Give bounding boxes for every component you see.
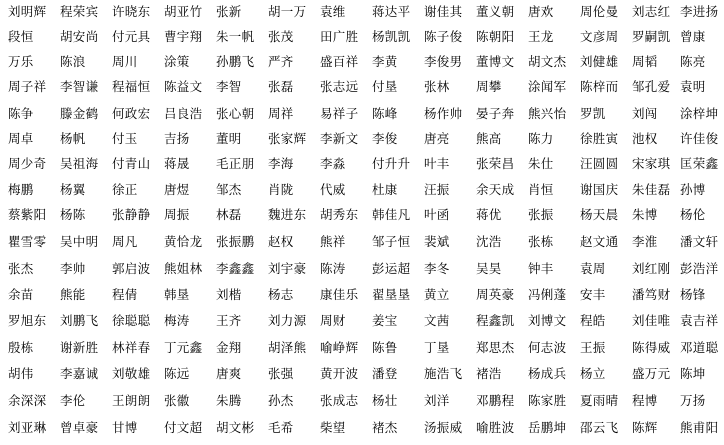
name-cell: 蒋优	[476, 207, 502, 222]
name-row	[0, 127, 724, 150]
name-cell: 徐聪聪	[112, 313, 151, 328]
name-cell: 张振	[528, 207, 554, 222]
name-cell: 谢国庆	[580, 182, 619, 197]
name-cell: 岳鹏坤	[528, 420, 567, 435]
name-cell: 吕良浩	[164, 106, 203, 121]
name-cell: 肖恒	[528, 182, 554, 197]
name-cell: 朱腾	[216, 393, 242, 408]
name-cell: 王龙	[528, 29, 554, 44]
name-cell: 杨帆	[60, 131, 86, 146]
name-cell: 熊能	[60, 287, 86, 302]
name-row	[0, 336, 724, 359]
name-cell: 曾卓豪	[60, 420, 99, 435]
name-cell: 邹杰	[216, 182, 242, 197]
name-cell: 陈得威	[632, 340, 671, 355]
name-cell: 刘红刚	[632, 261, 671, 276]
name-cell: 潘登	[372, 366, 398, 381]
name-cell: 曹宇翔	[164, 29, 203, 44]
name-row	[0, 102, 724, 125]
name-cell: 汪振	[424, 182, 450, 197]
name-cell: 冯俐蓬	[528, 287, 567, 302]
name-cell: 罗旭东	[8, 313, 47, 328]
name-cell: 胡秀东	[320, 207, 359, 222]
name-cell: 胡安尚	[60, 29, 99, 44]
name-cell: 李鑫鑫	[216, 261, 255, 276]
name-cell: 张栋	[528, 234, 554, 249]
name-cell: 张静静	[112, 207, 151, 222]
name-row	[0, 283, 724, 306]
name-cell: 陈辉	[632, 420, 658, 435]
name-row	[0, 50, 724, 73]
name-cell: 吴祖海	[60, 156, 99, 171]
name-cell: 张心朝	[216, 106, 255, 121]
name-cell: 董博文	[476, 54, 515, 69]
name-cell: 黄恰龙	[164, 234, 203, 249]
name-cell: 吴中明	[60, 234, 99, 249]
name-cell: 李海	[268, 156, 294, 171]
name-cell: 朱一帆	[216, 29, 255, 44]
name-cell: 殷栋	[8, 340, 34, 355]
name-cell: 张荣昌	[476, 156, 515, 171]
name-cell: 王振	[580, 340, 606, 355]
name-cell: 金翔	[216, 340, 242, 355]
name-cell: 余天成	[476, 182, 515, 197]
name-cell: 涂策	[164, 54, 190, 69]
name-cell: 董义朝	[476, 4, 515, 19]
name-cell: 李淮	[632, 234, 658, 249]
name-cell: 李新文	[320, 131, 359, 146]
name-cell: 杜康	[372, 182, 398, 197]
name-cell: 李智	[216, 79, 242, 94]
name-cell: 赵权	[268, 234, 294, 249]
name-cell: 唐欢	[528, 4, 554, 19]
name-cell: 袁周	[580, 261, 606, 276]
name-cell: 陈鲁	[372, 340, 398, 355]
name-cell: 严齐	[268, 54, 294, 69]
name-cell: 张徽	[164, 393, 190, 408]
name-cell: 徐正	[112, 182, 138, 197]
name-cell: 许佳俊	[680, 131, 719, 146]
name-cell: 孙杰	[268, 393, 294, 408]
name-cell: 胡亚竹	[164, 4, 203, 19]
name-cell: 韩垦	[164, 287, 190, 302]
name-cell: 陈子俊	[424, 29, 463, 44]
name-cell: 张家辉	[268, 131, 307, 146]
name-cell: 喻胜波	[476, 420, 515, 435]
name-row	[0, 416, 724, 439]
name-cell: 陈远	[164, 366, 190, 381]
name-cell: 杨成兵	[528, 366, 567, 381]
name-cell: 周少奇	[8, 156, 47, 171]
name-cell: 姜宝	[372, 313, 398, 328]
name-cell: 赵文通	[580, 234, 619, 249]
name-cell: 熊姐林	[164, 261, 203, 276]
name-cell: 匡荣鑫	[680, 156, 719, 171]
name-cell: 杨天晨	[580, 207, 619, 222]
name-cell: 裴斌	[424, 234, 450, 249]
name-cell: 叶函	[424, 207, 450, 222]
name-cell: 陈争	[8, 106, 34, 121]
name-cell: 杨立	[580, 366, 606, 381]
name-cell: 朱博	[632, 207, 658, 222]
name-cell: 周韬	[632, 54, 658, 69]
name-cell: 邹孔爱	[632, 79, 671, 94]
name-cell: 周振	[164, 207, 190, 222]
name-cell: 黄开波	[320, 366, 359, 381]
name-cell: 程福恒	[112, 79, 151, 94]
name-cell: 晏子奔	[476, 106, 515, 121]
name-row	[0, 309, 724, 332]
name-cell: 程倩	[112, 287, 138, 302]
name-cell: 杨壮	[372, 393, 398, 408]
name-cell: 程皓	[580, 313, 606, 328]
name-cell: 沈浩	[476, 234, 502, 249]
name-cell: 陈朝阳	[476, 29, 515, 44]
name-cell: 唐煜	[164, 182, 190, 197]
name-cell: 甘博	[112, 420, 138, 435]
name-cell: 杨伦	[680, 207, 706, 222]
name-cell: 魏进东	[268, 207, 307, 222]
name-cell: 余苗	[8, 287, 34, 302]
name-cell: 文彦周	[580, 29, 619, 44]
name-cell: 李进扬	[680, 4, 719, 19]
name-cell: 张杰	[8, 261, 34, 276]
name-cell: 叶丰	[424, 156, 450, 171]
name-cell: 黄立	[424, 287, 450, 302]
name-cell: 万扬	[680, 393, 706, 408]
name-cell: 毛正朋	[216, 156, 255, 171]
name-cell: 程博	[632, 393, 658, 408]
name-cell: 陈涛	[320, 261, 346, 276]
name-cell: 付青山	[112, 156, 151, 171]
name-cell: 李黄	[372, 54, 398, 69]
name-cell: 刘宇豪	[268, 261, 307, 276]
name-cell: 曾康	[680, 29, 706, 44]
name-cell: 付元具	[112, 29, 151, 44]
name-cell: 刘亚琳	[8, 420, 47, 435]
name-cell: 孙博	[680, 182, 706, 197]
name-cell: 胡一万	[268, 4, 307, 19]
name-cell: 毛希	[268, 420, 294, 435]
name-cell: 褚浩	[476, 366, 502, 381]
name-cell: 喻峥辉	[320, 340, 359, 355]
name-cell: 陈力	[528, 131, 554, 146]
name-cell: 丁垦	[424, 340, 450, 355]
name-cell: 蒋达平	[372, 4, 411, 19]
name-cell: 刘鹏飞	[60, 313, 99, 328]
name-row	[0, 152, 724, 175]
name-cell: 代威	[320, 182, 346, 197]
name-cell: 池权	[632, 131, 658, 146]
name-cell: 田广胜	[320, 29, 359, 44]
name-cell: 熊高	[476, 131, 502, 146]
name-cell: 朱仕	[528, 156, 554, 171]
name-cell: 杨锋	[680, 287, 706, 302]
name-cell: 陈益文	[164, 79, 203, 94]
name-cell: 刘楷	[216, 287, 242, 302]
name-cell: 孙鹏飞	[216, 54, 255, 69]
name-cell: 蒋晟	[164, 156, 190, 171]
name-cell: 程鑫凯	[476, 313, 515, 328]
name-cell: 夏雨晴	[580, 393, 619, 408]
name-row	[0, 75, 724, 98]
name-cell: 张强	[268, 366, 294, 381]
name-cell: 林磊	[216, 207, 242, 222]
name-cell: 梅鹏	[8, 182, 34, 197]
name-cell: 陈梓而	[580, 79, 619, 94]
name-cell: 周攀	[476, 79, 502, 94]
name-cell: 谢新胜	[60, 340, 99, 355]
name-cell: 罗凯	[580, 106, 606, 121]
name-cell: 杨陈	[60, 207, 86, 222]
name-cell: 袁维	[320, 4, 346, 19]
name-row	[0, 257, 724, 280]
name-cell: 程荣宾	[60, 4, 99, 19]
name-cell: 李俊	[372, 131, 398, 146]
name-cell: 李帅	[60, 261, 86, 276]
name-cell: 周财	[320, 313, 346, 328]
name-cell: 陈浪	[60, 54, 86, 69]
name-cell: 邵云飞	[580, 420, 619, 435]
name-cell: 盛百祥	[320, 54, 359, 69]
name-cell: 安丰	[580, 287, 606, 302]
name-cell: 宋家琪	[632, 156, 671, 171]
name-cell: 熊祥	[320, 234, 346, 249]
name-cell: 胡文杰	[528, 54, 567, 69]
name-cell: 熊甫阳	[680, 420, 719, 435]
name-cell: 胡伟	[8, 366, 34, 381]
name-cell: 周川	[112, 54, 138, 69]
name-cell: 付玉	[112, 131, 138, 146]
name-row	[0, 203, 724, 226]
name-cell: 邹子恒	[372, 234, 411, 249]
name-cell: 谢佳其	[424, 4, 463, 19]
name-cell: 王齐	[216, 313, 242, 328]
name-cell: 盛万元	[632, 366, 671, 381]
name-cell: 周凡	[112, 234, 138, 249]
name-cell: 李智谦	[60, 79, 99, 94]
name-cell: 付升升	[372, 156, 411, 171]
name-row	[0, 230, 724, 253]
name-cell: 文茜	[424, 313, 450, 328]
name-cell: 吴昊	[476, 261, 502, 276]
name-cell: 潘笃财	[632, 287, 671, 302]
name-cell: 袁明	[680, 79, 706, 94]
name-cell: 罗嗣凯	[632, 29, 671, 44]
name-cell: 何志波	[528, 340, 567, 355]
name-cell: 周子祥	[8, 79, 47, 94]
name-cell: 刘闯	[632, 106, 658, 121]
name-cell: 周英豪	[476, 287, 515, 302]
name-cell: 梅涛	[164, 313, 190, 328]
name-cell: 郭启波	[112, 261, 151, 276]
name-cell: 刘博文	[528, 313, 567, 328]
name-cell: 朱佳磊	[632, 182, 671, 197]
name-cell: 张新	[216, 4, 242, 19]
name-cell: 刘洋	[424, 393, 450, 408]
name-cell: 陈峰	[372, 106, 398, 121]
name-cell: 李俊男	[424, 54, 463, 69]
name-cell: 杨凯凯	[372, 29, 411, 44]
name-cell: 丁元鑫	[164, 340, 203, 355]
name-cell: 邓道聪	[680, 340, 719, 355]
name-cell: 易祥子	[320, 106, 359, 121]
name-cell: 李嘉诚	[60, 366, 99, 381]
name-cell: 涂梓坤	[680, 106, 719, 121]
name-cell: 涂闻军	[528, 79, 567, 94]
name-cell: 杨志	[268, 287, 294, 302]
name-cell: 李冬	[424, 261, 450, 276]
name-cell: 张志远	[320, 79, 359, 94]
name-cell: 胡文彬	[216, 420, 255, 435]
name-cell: 万乐	[8, 54, 34, 69]
name-cell: 熊兴怡	[528, 106, 567, 121]
name-cell: 刘志红	[632, 4, 671, 19]
name-cell: 陈坤	[680, 366, 706, 381]
name-cell: 汪圆圆	[580, 156, 619, 171]
name-cell: 周卓	[8, 131, 34, 146]
name-cell: 周伦曼	[580, 4, 619, 19]
name-cell: 付垦	[372, 79, 398, 94]
name-cell: 刘佳唯	[632, 313, 671, 328]
name-cell: 张茂	[268, 29, 294, 44]
name-cell: 余深深	[8, 393, 47, 408]
name-cell: 彭运超	[372, 261, 411, 276]
name-cell: 刘健雄	[580, 54, 619, 69]
name-cell: 吉扬	[164, 131, 190, 146]
name-cell: 段恒	[8, 29, 34, 44]
name-cell: 张振鹏	[216, 234, 255, 249]
name-cell: 胡泽熊	[268, 340, 307, 355]
name-cell: 瞿雪零	[8, 234, 47, 249]
name-cell: 钟丰	[528, 261, 554, 276]
name-cell: 陈家胜	[528, 393, 567, 408]
name-cell: 翟垦垦	[372, 287, 411, 302]
name-cell: 张林	[424, 79, 450, 94]
name-cell: 袁吉祥	[680, 313, 719, 328]
name-cell: 蔡紫阳	[8, 207, 47, 222]
name-cell: 褚杰	[372, 420, 398, 435]
name-cell: 张磊	[268, 79, 294, 94]
name-cell: 董明	[216, 131, 242, 146]
name-row	[0, 178, 724, 201]
name-cell: 郑思杰	[476, 340, 515, 355]
name-cell: 刘力源	[268, 313, 307, 328]
name-cell: 施浩飞	[424, 366, 463, 381]
name-cell: 李伦	[60, 393, 86, 408]
name-cell: 邓鹏程	[476, 393, 515, 408]
name-cell: 汤振威	[424, 420, 463, 435]
name-cell: 林祥春	[112, 340, 151, 355]
name-cell: 李淼	[320, 156, 346, 171]
name-cell: 滕金鹤	[60, 106, 99, 121]
name-row	[0, 25, 724, 48]
name-cell: 刘明辉	[8, 4, 47, 19]
name-cell: 付文超	[164, 420, 203, 435]
name-cell: 周祥	[268, 106, 294, 121]
name-row	[0, 362, 724, 385]
name-cell: 张成志	[320, 393, 359, 408]
name-cell: 王朗朗	[112, 393, 151, 408]
name-cell: 杨翼	[60, 182, 86, 197]
name-cell: 徐胜寅	[580, 131, 619, 146]
name-cell: 唐亮	[424, 131, 450, 146]
name-cell: 潘文轩	[680, 234, 719, 249]
name-cell: 康佳乐	[320, 287, 359, 302]
name-cell: 许晓东	[112, 4, 151, 19]
name-cell: 彭浩洋	[680, 261, 719, 276]
name-cell: 唐爽	[216, 366, 242, 381]
name-cell: 刘敬雄	[112, 366, 151, 381]
name-cell: 陈亮	[680, 54, 706, 69]
name-cell: 杨作帅	[424, 106, 463, 121]
name-row	[0, 0, 724, 23]
name-cell: 柴望	[320, 420, 346, 435]
name-cell: 韩佳凡	[372, 207, 411, 222]
name-cell: 何政宏	[112, 106, 151, 121]
name-cell: 肖陇	[268, 182, 294, 197]
name-row	[0, 389, 724, 412]
